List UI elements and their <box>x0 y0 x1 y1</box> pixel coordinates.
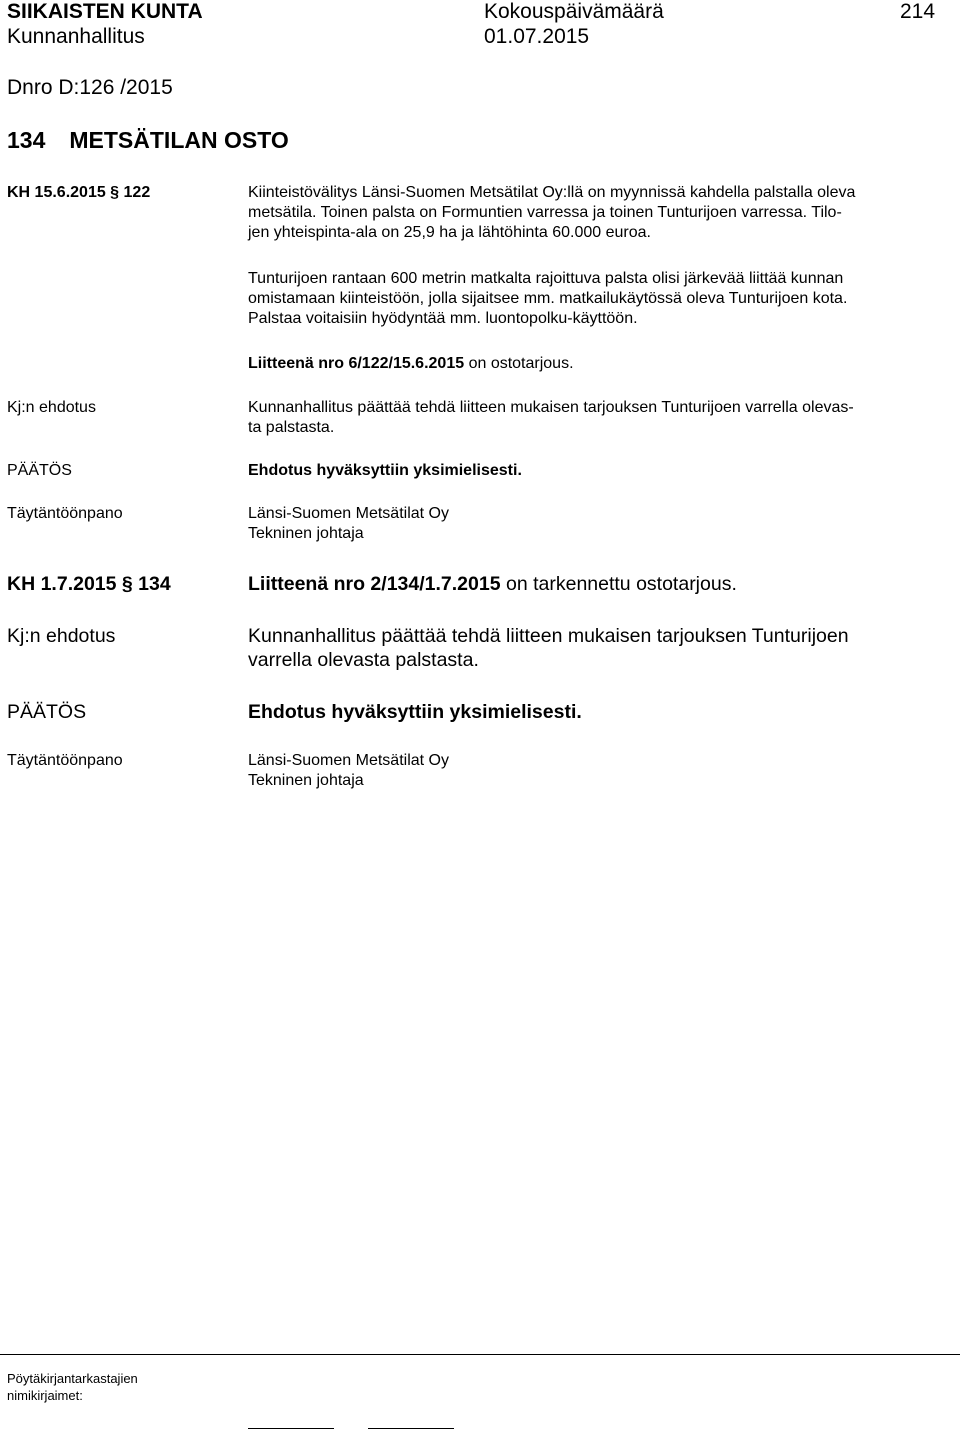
attachment-reference: Liitteenä nro 2/134/1.7.2015 <box>248 573 501 595</box>
text-line: Kunnanhallitus päättää tehdä liitteen mukaisen tarjouksen Tunturijoen varrella olevas- <box>248 399 854 416</box>
dnro: Dnro D:126 /2015 <box>7 76 173 99</box>
kh-1-7-decision: Ehdotus hyväksyttiin yksimielisesti. <box>248 701 582 723</box>
kh-15-6-ref: KH 15.6.2015 § 122 <box>7 184 151 201</box>
text-line: Palstaa voitaisiin hyödyntää mm. luontopolku-käyttöön. <box>248 310 638 327</box>
kh-15-6-proposal <box>248 398 854 438</box>
meeting-date: 01.07.2015 <box>484 25 590 48</box>
initials-label-line: nimikirjaimet: <box>7 1388 83 1403</box>
kh-15-6-execution-label: Täytäntöönpano <box>7 505 123 522</box>
kh-1-7-execution <box>248 751 449 791</box>
text-line: Kiinteistövälitys Länsi-Suomen Metsätilat Oy:llä on myynnissä kahdella palstalla oleva <box>248 184 856 201</box>
text-line: Kunnanhallitus päättää tehdä liitteen mukaisen tarjouksen Tunturijoen <box>248 625 849 647</box>
initials-label <box>7 1370 138 1404</box>
kh-1-7-proposal-label: Kj:n ehdotus <box>7 625 116 647</box>
text-line: ta palstasta. <box>248 419 335 436</box>
initials-label-line: Pöytäkirjantarkastajien <box>7 1371 138 1386</box>
page-number: 214 <box>900 0 936 23</box>
initials-line-2 <box>368 1428 454 1429</box>
text-line: metsätila. Toinen palsta on Formuntien varressa ja toinen Tunturijoen varressa. Tilo- <box>248 204 842 221</box>
text-line: varrella olevasta palstasta. <box>248 649 479 671</box>
text-line: jen yhteispinta-ala on 25,9 ha ja lähtöhinta 60.000 euroa. <box>248 224 651 241</box>
body-name: Kunnanhallitus <box>7 25 145 48</box>
section-title-text: METSÄTILAN OSTO <box>69 127 289 153</box>
kh-15-6-paragraph-2 <box>248 269 847 329</box>
section-number: 134 <box>7 127 46 153</box>
kh-15-6-proposal-label: Kj:n ehdotus <box>7 399 96 416</box>
kh-15-6-paragraph-1 <box>248 183 855 243</box>
text-line: Tekninen johtaja <box>248 772 364 789</box>
section-title <box>7 126 289 154</box>
text-line: Tunturijoen rantaan 600 metrin matkalta rajoittuva palsta olisi järkevää liittää kunnan <box>248 270 844 287</box>
attachment-reference: Liitteenä nro 6/122/15.6.2015 <box>248 355 465 372</box>
kh-1-7-attachment <box>248 572 737 596</box>
kh-1-7-ref: KH 1.7.2015 § 134 <box>7 573 171 595</box>
kh-15-6-decision-label: PÄÄTÖS <box>7 462 72 479</box>
kh-1-7-execution-label: Täytäntöönpano <box>7 752 123 769</box>
attachment-description: on tarkennettu ostotarjous. <box>500 573 737 595</box>
footer-divider <box>0 1354 960 1355</box>
municipality-name: SIIKAISTEN KUNTA <box>7 0 203 23</box>
text-line: Länsi-Suomen Metsätilat Oy <box>248 505 449 522</box>
text-line: Tekninen johtaja <box>248 525 364 542</box>
kh-1-7-decision-label: PÄÄTÖS <box>7 701 87 723</box>
kh-1-7-proposal <box>248 624 849 672</box>
meeting-date-label: Kokouspäivämäärä <box>484 0 664 23</box>
text-line: omistamaan kiinteistöön, jolla sijaitsee mm. matkailukäytössä oleva Tunturijoen kota. <box>248 290 848 307</box>
attachment-description: on ostotarjous. <box>464 355 574 372</box>
text-line: Länsi-Suomen Metsätilat Oy <box>248 752 449 769</box>
initials-line-1 <box>248 1428 334 1429</box>
kh-15-6-execution <box>248 504 449 544</box>
kh-15-6-attachment <box>248 354 574 374</box>
kh-15-6-decision: Ehdotus hyväksyttiin yksimielisesti. <box>248 462 522 479</box>
